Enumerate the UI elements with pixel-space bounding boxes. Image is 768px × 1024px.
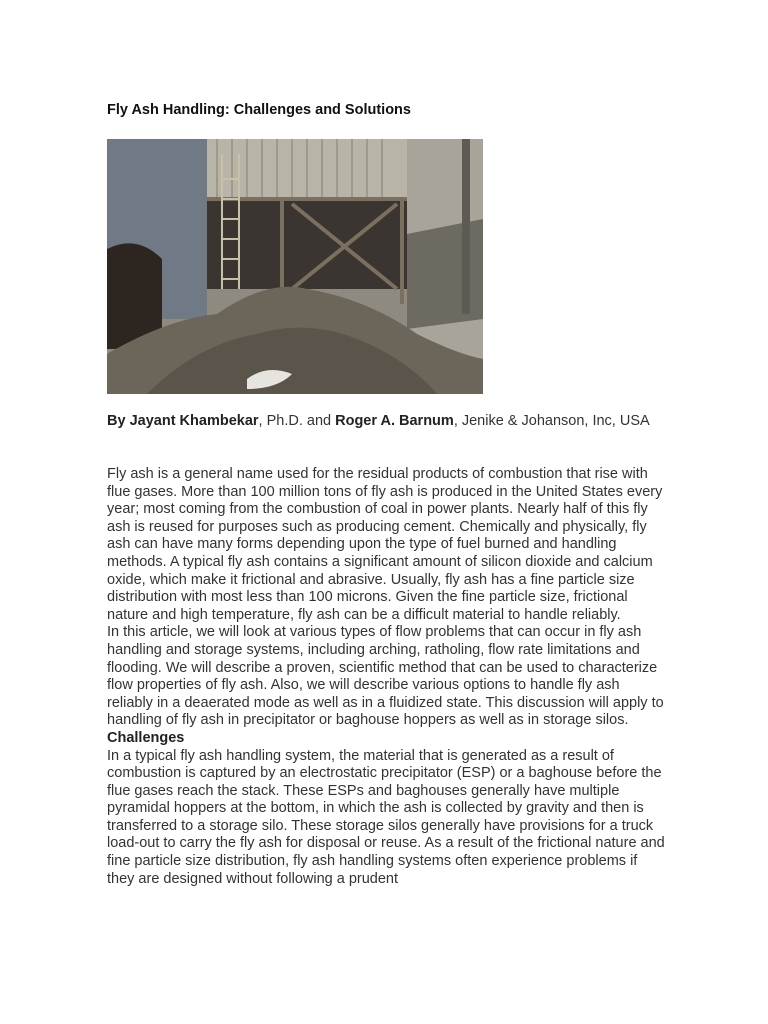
challenges-heading: Challenges — [107, 729, 185, 746]
affiliation: , Jenike & Johanson, Inc, USA — [453, 413, 650, 429]
fly-ash-hopper-photo — [107, 139, 483, 394]
author-1-suffix: , Ph.D. and — [258, 413, 336, 429]
author-2: Roger A. Barnum — [335, 413, 454, 429]
article-body — [107, 466, 667, 888]
challenges-paragraph: In a typical fly ash handling system, the material that is generated as a result of combustion is captured by an electrostatic precipitator (ESP) or a baghouse before the flue gases reach the stack. These ESPs and baghouses generally have multiple pyramidal hoppers at the bottom, in which the ash is collected by gravity and then is transferred to a storage silo. These storage silos generally have provisions for a truck load-out to carry the fly ash for disposal or reuse. As a result of the frictional nature and fine particle size distribution, fly ash handling systems often experience problems if they are designed without following a prudent — [107, 747, 665, 887]
byline — [107, 413, 667, 431]
intro-paragraph: Fly ash is a general name used for the residual products of combustion that rise with flue gases. More than 100 million tons of fly ash is produced in the United States every year; most coming from the combustion of coal in power plants. Nearly half of this fly ash is reused for purposes such as producing cement. Chemically and physically, fly ash can have many forms depending upon the type of fuel burned and handling methods. A typical fly ash contains a significant amount of silicon dioxide and calcium oxide, which make it frictional and abrasive. Usually, fly ash has a fine particle size distribution with most less than 100 microns. Given the fine particle size, frictional nature and high temperature, fly ash can be a difficult material to handle reliably. — [107, 466, 663, 623]
author-1: Jayant Khambekar — [129, 413, 259, 429]
document-title: Fly Ash Handling: Challenges and Solutions — [107, 102, 411, 118]
photo-illustration — [107, 139, 483, 394]
byline-prefix: By — [107, 413, 130, 429]
article-paragraph: In this article, we will look at various types of flow problems that can occur in fly ash handling and storage systems, including arching, ratholing, flow rate limitations and flooding. We will describe a proven, scientific method that can be used to characterize flow properties of fly ash. Also, we will describe various options to handle fly ash reliably in a deaerated mode as well as in a fluidized state. This discussion will apply to handling of fly ash in precipitator or baghouse hoppers as well as in storage silos. — [107, 624, 664, 729]
